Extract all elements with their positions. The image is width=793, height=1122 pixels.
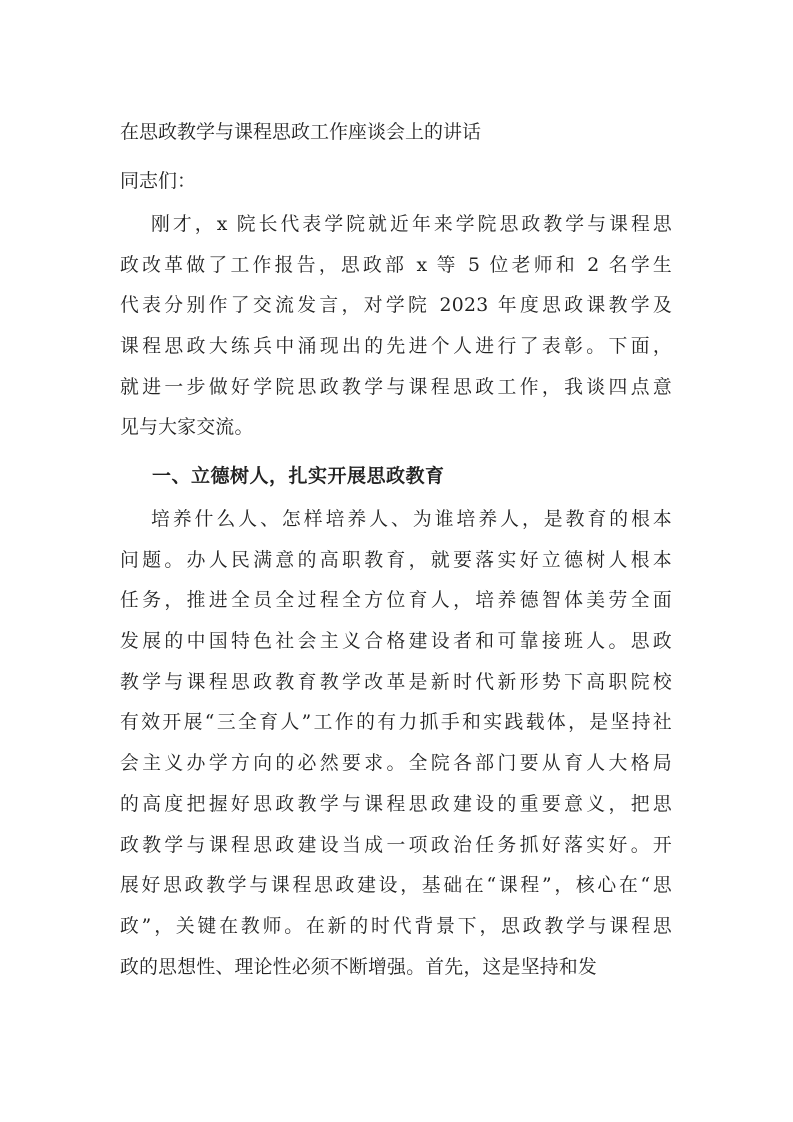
paragraph-line: 政教学与课程思政建设当成一项政治任务抓好落实好。开 bbox=[120, 834, 672, 856]
paragraph-line: 问题。办人民满意的高职教育，就要落实好立德树人根本 bbox=[120, 549, 672, 571]
salutation: 同志们： bbox=[120, 170, 197, 192]
paragraph-line: 代表分别作了交流发言，对学院 2023 年度思政课教学及 bbox=[120, 295, 672, 317]
paragraph-section1 bbox=[120, 500, 672, 988]
paragraph-line: 见与大家交流。 bbox=[120, 417, 254, 439]
paragraph-line: 刚才，x 院长代表学院就近年来学院思政教学与课程思 bbox=[151, 214, 672, 235]
paragraph-line: 培养什么人、怎样培养人、为谁培养人，是教育的根本 bbox=[151, 509, 672, 530]
paragraph-line: 有效开展“三全育人”工作的有力抓手和实践载体，是坚持社 bbox=[120, 712, 672, 734]
paragraph-line: 会主义办学方向的必然要求。全院各部门要从育人大格局 bbox=[120, 753, 672, 775]
paragraph-line: 政的思想性、理论性必须不断增强。首先，这是坚持和发 bbox=[120, 956, 598, 978]
paragraph-line: 政”，关键在教师。在新的时代背景下，思政教学与课程思 bbox=[120, 915, 672, 937]
section-heading: 一、立德树人，扎实开展思政教育 bbox=[152, 465, 445, 487]
paragraph-line: 任务，推进全员全过程全方位育人，培养德智体美劳全面 bbox=[120, 590, 672, 612]
paragraph-intro bbox=[120, 205, 672, 449]
paragraph-line: 展好思政教学与课程思政建设，基础在“课程”，核心在“思 bbox=[120, 875, 672, 897]
paragraph-line: 的高度把握好思政教学与课程思政建设的重要意义，把思 bbox=[120, 793, 672, 815]
paragraph-line: 政改革做了工作报告，思政部 x 等 5 位老师和 2 名学生 bbox=[120, 254, 672, 276]
paragraph-line: 教学与课程思政教育教学改革是新时代新形势下高职院校 bbox=[120, 671, 672, 693]
paragraph-line: 就进一步做好学院思政教学与课程思政工作，我谈四点意 bbox=[120, 376, 672, 398]
document-title: 在思政教学与课程思政工作座谈会上的讲话 bbox=[120, 121, 482, 143]
paragraph-line: 发展的中国特色社会主义合格建设者和可靠接班人。思政 bbox=[120, 631, 672, 653]
paragraph-line: 课程思政大练兵中涌现出的先进个人进行了表彰。下面， bbox=[120, 336, 672, 358]
